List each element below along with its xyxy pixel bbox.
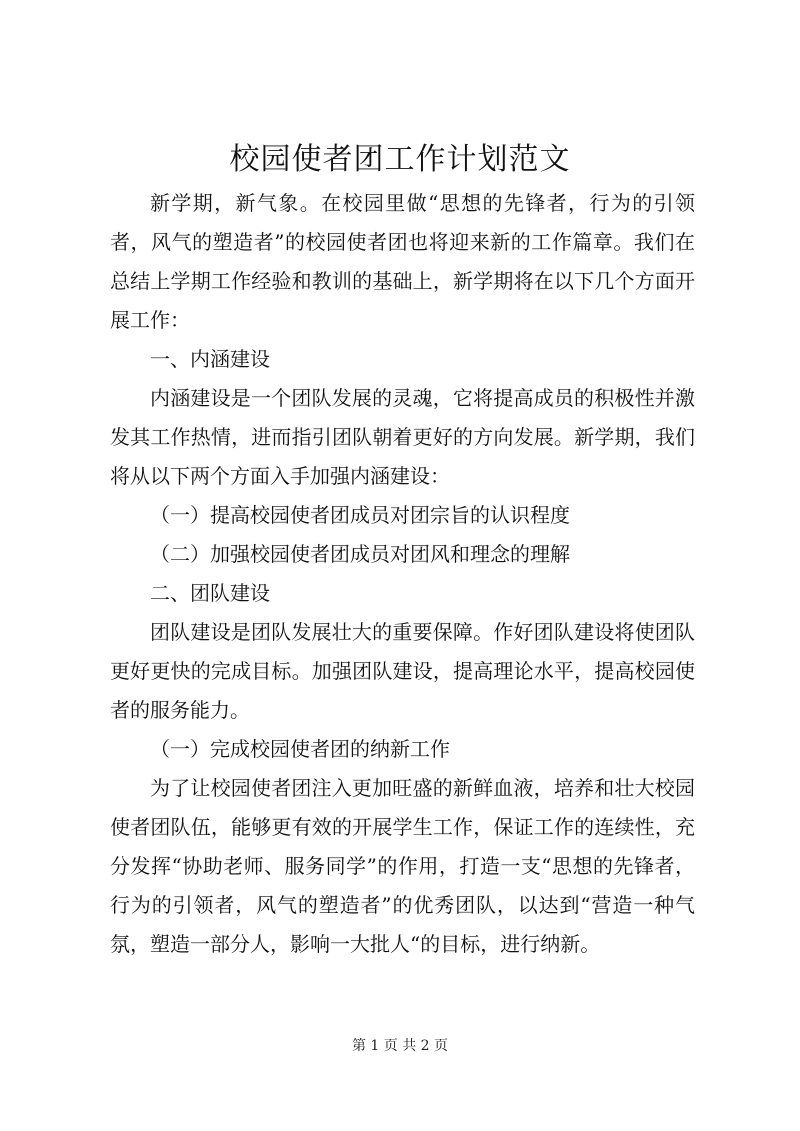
section-1-subitem-2: （二）加强校园使者团成员对团风和理念的理解: [150, 542, 570, 566]
section-heading-1: 一、内涵建设: [150, 347, 270, 371]
section-1-subitem-1: （一）提高校园使者团成员对团宗旨的认识程度: [150, 503, 570, 527]
section-heading-2: 二、团队建设: [150, 581, 270, 605]
section-2-subitem-1: （一）完成校园使者团的纳新工作: [150, 737, 450, 761]
document-title: 校园使者团工作计划范文: [229, 142, 571, 177]
section-2-paragraph: 团队建设是团队发展壮大的重要保障。作好团队建设将使团队更好更快的完成目标。加强团队建设，提高理论水平，提高校园使者的服务能力。: [110, 620, 695, 722]
section-2-subitem-1-paragraph: 为了让校园使者团注入更加旺盛的新鲜血液，培养和壮大校园使者团队伍，能够更有效的开展学生工作，保证工作的连续性，充分发挥“协助老师、服务同学”的作用，打造一支“思想的先锋者，行为的引领者，风气的塑造者”的优秀团队，以达到“营造一种气氛，塑造一部分人，影响一大批人“的目标，进行纳新。: [110, 776, 695, 956]
document-body: [110, 184, 695, 964]
page-footer: 第 1 页 共 2 页: [351, 1038, 449, 1054]
section-1-paragraph: 内涵建设是一个团队发展的灵魂，它将提高成员的积极性并激发其工作热情，进而指引团队朝着更好的方向发展。新学期，我们将从以下两个方面入手加强内涵建设：: [110, 386, 695, 488]
intro-paragraph: 新学期，新气象。在校园里做“思想的先锋者，行为的引领者，风气的塑造者”的校园使者团也将迎来新的工作篇章。我们在总结上学期工作经验和教训的基础上，新学期将在以下几个方面开展工作：: [110, 191, 695, 332]
